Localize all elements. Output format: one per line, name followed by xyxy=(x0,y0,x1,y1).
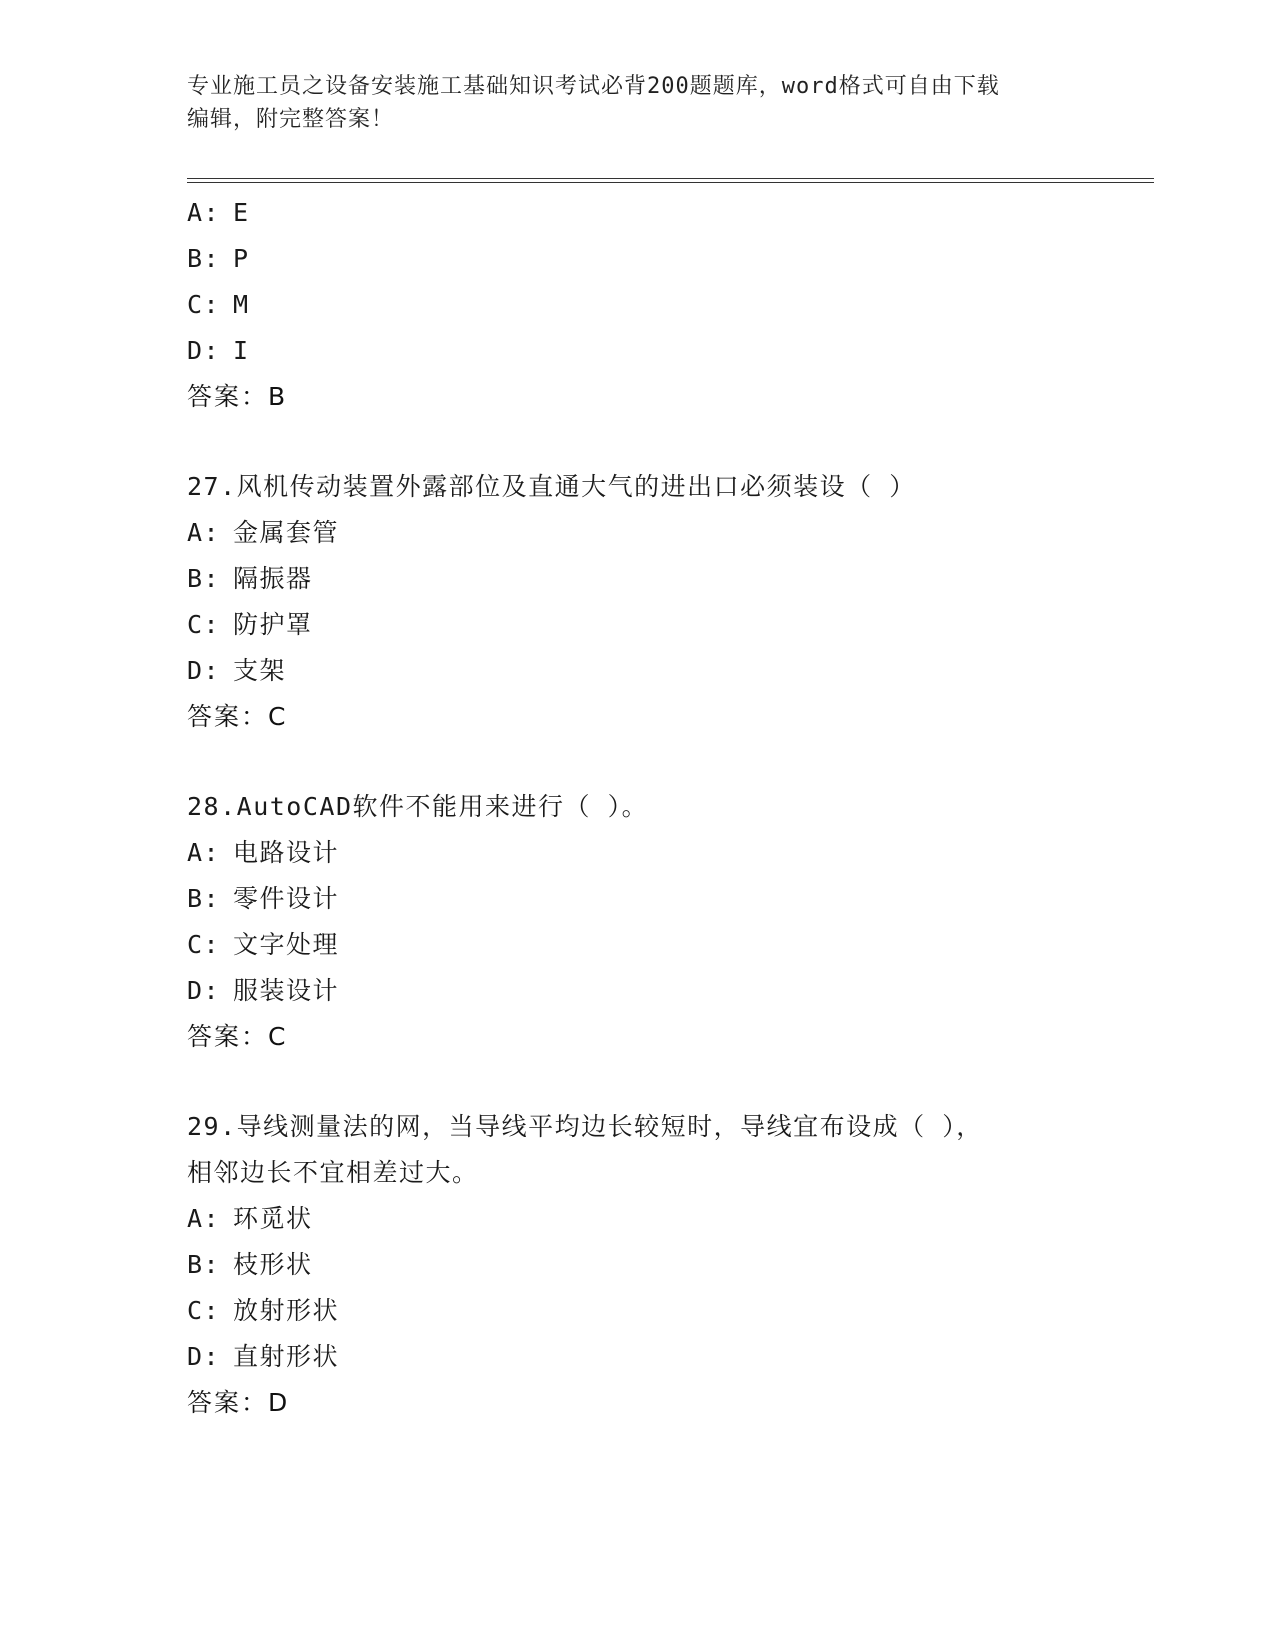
option-text: 金属套管 xyxy=(233,518,340,547)
option-d xyxy=(187,648,1087,694)
question-text-line-1: 29.导线测量法的网，当导线平均边长较短时，导线宜布设成（ ）， xyxy=(187,1112,983,1141)
spacer xyxy=(187,1060,1087,1104)
option-b xyxy=(187,556,1087,602)
question-29 xyxy=(187,1104,1087,1426)
question-text-line-2: 相邻边长不宜相差过大。 xyxy=(187,1158,479,1187)
option-label: A: xyxy=(187,1204,221,1233)
option-label: C: xyxy=(187,290,221,319)
option-text: 放射形状 xyxy=(233,1296,340,1325)
answer: 答案：D xyxy=(187,1388,290,1417)
option-a xyxy=(187,510,1087,556)
option-label: B: xyxy=(187,1250,221,1279)
option-label: B: xyxy=(187,564,221,593)
option-label: B: xyxy=(187,884,221,913)
option-text: 支架 xyxy=(233,656,287,685)
option-a xyxy=(187,830,1087,876)
option-text: 电路设计 xyxy=(233,838,340,867)
option-b xyxy=(187,876,1087,922)
option-text: 服装设计 xyxy=(233,976,340,1005)
option-label: B: xyxy=(187,244,221,273)
answer: 答案：C xyxy=(187,1022,288,1051)
option-label: A: xyxy=(187,838,221,867)
header-title-line-2: 编辑，附完整答案！ xyxy=(187,107,395,132)
option-label: D: xyxy=(187,976,221,1005)
option-text: 环觅状 xyxy=(233,1204,313,1233)
question-text: 28.AutoCAD软件不能用来进行（ ）。 xyxy=(187,792,649,821)
header-title-line-1: 专业施工员之设备安装施工基础知识考试必背200题题库，word格式可自由下载 xyxy=(187,74,1000,99)
option-label: A: xyxy=(187,198,221,227)
option-label: A: xyxy=(187,518,221,547)
option-text: E xyxy=(233,198,250,227)
option-text: 直射形状 xyxy=(233,1342,340,1371)
option-d xyxy=(187,328,1087,374)
option-a xyxy=(187,190,1087,236)
header-divider xyxy=(187,178,1154,183)
question-26 xyxy=(187,190,1087,420)
spacer xyxy=(187,740,1087,784)
option-label: C: xyxy=(187,1296,221,1325)
option-text: 枝形状 xyxy=(233,1250,313,1279)
answer: 答案：B xyxy=(187,382,288,411)
option-label: D: xyxy=(187,1342,221,1371)
question-28 xyxy=(187,784,1087,1060)
option-b xyxy=(187,1242,1087,1288)
document-header xyxy=(187,70,1087,136)
option-text: 防护罩 xyxy=(233,610,313,639)
option-label: D: xyxy=(187,336,221,365)
question-27 xyxy=(187,464,1087,740)
option-c xyxy=(187,602,1087,648)
option-d xyxy=(187,1334,1087,1380)
option-text: M xyxy=(233,290,250,319)
option-d xyxy=(187,968,1087,1014)
option-a xyxy=(187,1196,1087,1242)
option-b xyxy=(187,236,1087,282)
answer: 答案：C xyxy=(187,702,288,731)
option-label: D: xyxy=(187,656,221,685)
option-c xyxy=(187,922,1087,968)
question-text: 27.风机传动装置外露部位及直通大气的进出口必须装设（ ） xyxy=(187,472,916,501)
spacer xyxy=(187,420,1087,464)
option-text: 零件设计 xyxy=(233,884,340,913)
option-text: 隔振器 xyxy=(233,564,313,593)
option-text: P xyxy=(233,244,250,273)
option-text: I xyxy=(233,336,250,365)
question-list xyxy=(187,190,1087,1426)
option-c xyxy=(187,282,1087,328)
option-text: 文字处理 xyxy=(233,930,340,959)
option-c xyxy=(187,1288,1087,1334)
option-label: C: xyxy=(187,610,221,639)
option-label: C: xyxy=(187,930,221,959)
